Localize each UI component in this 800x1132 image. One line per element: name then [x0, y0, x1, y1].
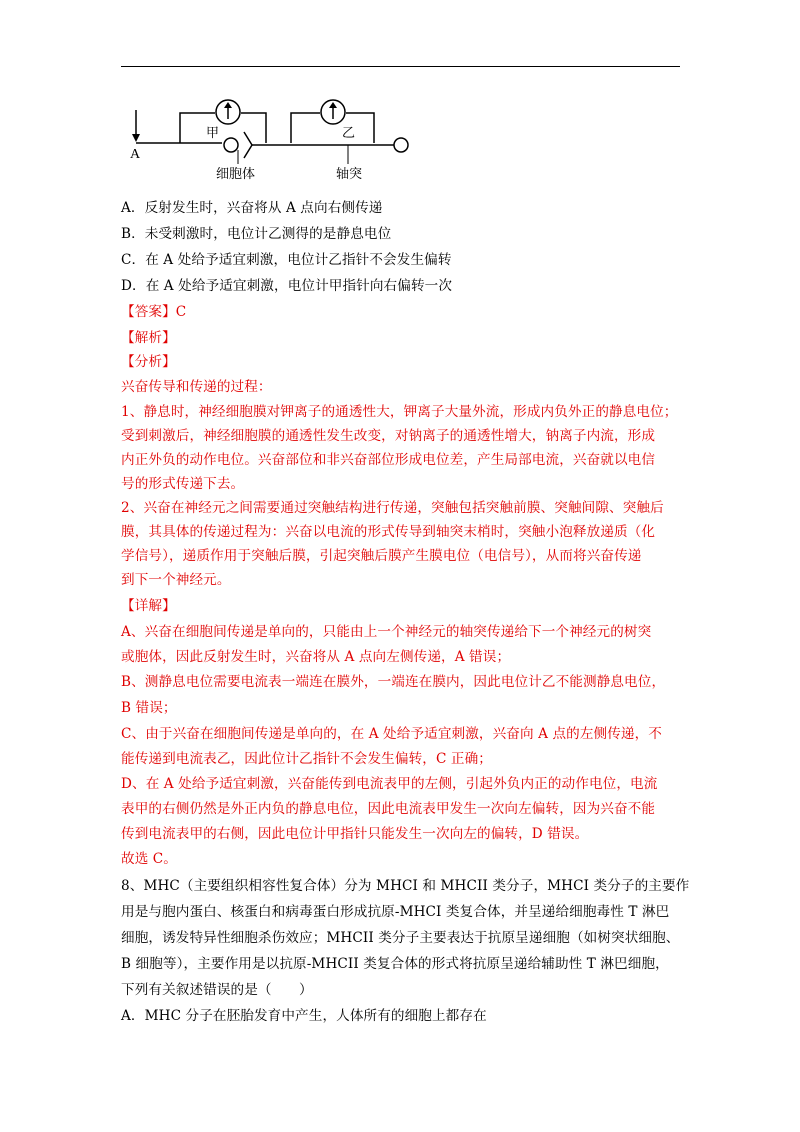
detail-line: B、测静息电位需要电流表一端连在膜外，一端连在膜内，因此电位计乙不能测静息电位， — [121, 674, 666, 690]
label-jia: 甲 — [206, 126, 220, 141]
analysis-p1-line: 受到刺激后，神经细胞膜的通透性发生改变，对钠离子的通透性增大，钠离子内流，形成 — [121, 428, 656, 444]
analysis-p1-line: 1、静息时，神经细胞膜对钾离子的通透性大，钾离子大量外流，形成内负外正的静息电位； — [121, 404, 678, 420]
analysis-p1-line: 号的形式传递下去。 — [121, 476, 245, 492]
q8-line: B 细胞等），主要作用是以抗原-MHCII 类复合体的形式将抗原呈递给辅助性 T 淋巴细胞， — [121, 956, 669, 972]
option-b: B．未受刺激时，电位计乙测得的是静息电位 — [121, 226, 392, 242]
analysis-p2-line: 膜，其具体的传递过程为：兴奋以电流的形式传导到轴突末梢时，突触小泡释放递质（化 — [121, 524, 656, 540]
label-axon: 轴突 — [336, 167, 363, 182]
detail-line: 表甲的右侧仍然是外正内负的静息电位，因此电流表甲发生一次向左偏转，因为兴奋不能 — [121, 801, 656, 817]
detail-line: C、由于兴奋在细胞间传递是单向的，在 A 处给予适宜刺激，兴奋向 A 点的左侧传递，不 — [121, 726, 662, 742]
q8-line: 下列有关叙述错误的是（ ） — [121, 982, 313, 998]
option-c: C．在 A 处给予适宜刺激，电位计乙指针不会发生偏转 — [121, 252, 452, 268]
detail-line: D、在 A 处给予适宜刺激，兴奋能传到电流表甲的左侧，引起外负内正的动作电位，电流 — [121, 776, 658, 792]
label-a: A — [130, 147, 141, 162]
jiexi-header: 【解析】 — [121, 330, 176, 346]
analysis-p2-line: 到下一个神经元。 — [121, 572, 231, 588]
analysis-p2-line: 2、兴奋在神经元之间需要通过突触结构进行传递，突触包括突触前膜、突触间隙、突触后 — [121, 500, 664, 516]
detail-header: 【详解】 — [121, 598, 176, 614]
analysis-p2-line: 学信号），递质作用于突触后膜，引起突触后膜产生膜电位（电信号），从而将兴奋传递 — [121, 548, 642, 564]
detail-line: 能传递到电流表乙，因此位计乙指针不会发生偏转，C 正确； — [121, 751, 492, 767]
detail-line: A、兴奋在细胞间传递是单向的，只能由上一个神经元的轴突传递给下一个神经元的树突 — [121, 624, 652, 640]
q8-line: 用是与胞内蛋白、核蛋白和病毒蛋白形成抗原-MHCI 类复合体，并呈递给细胞毒性 T 淋巴 — [121, 904, 670, 920]
neuron-diagram — [124, 92, 414, 190]
detail-line: B 错误； — [121, 700, 177, 716]
cell-body-circle — [224, 138, 238, 152]
q8-option-a: A．MHC 分子在胚胎发育中产生，人体所有的细胞上都存在 — [121, 1008, 487, 1024]
option-a: A．反射发生时，兴奋将从 A 点向右侧传递 — [121, 200, 383, 216]
option-d: D．在 A 处给予适宜刺激，电位计甲指针向右偏转一次 — [121, 278, 453, 294]
detail-line: 或胞体，因此反射发生时，兴奋将从 A 点向左侧传递，A 错误； — [121, 649, 511, 665]
fenxi-header: 【分析】 — [121, 354, 176, 370]
conclusion: 故选 C。 — [121, 851, 178, 867]
analysis-title: 兴奋传导和传递的过程： — [121, 379, 272, 395]
label-yi: 乙 — [342, 126, 356, 141]
q8-line: 8、MHC（主要组织相容性复合体）分为 MHCI 和 MHCII 类分子，MHCI 类分子的主要作 — [121, 878, 690, 894]
q8-line: 细胞，诱发特异性细胞杀伤效应；MHCII 类分子主要表达于抗原呈递细胞（如树突状细胞、 — [121, 930, 680, 946]
analysis-p1-line: 内正外负的动作电位。兴奋部位和非兴奋部位形成电位差，产生局部电流，兴奋就以电信 — [121, 452, 656, 468]
answer: 【答案】C — [121, 304, 187, 320]
header-rule — [121, 66, 680, 67]
label-cell-body: 细胞体 — [216, 167, 256, 182]
detail-line: 传到电流表甲的右侧，因此电位计甲指针只能发生一次向左的偏转，D 错误。 — [121, 826, 589, 842]
